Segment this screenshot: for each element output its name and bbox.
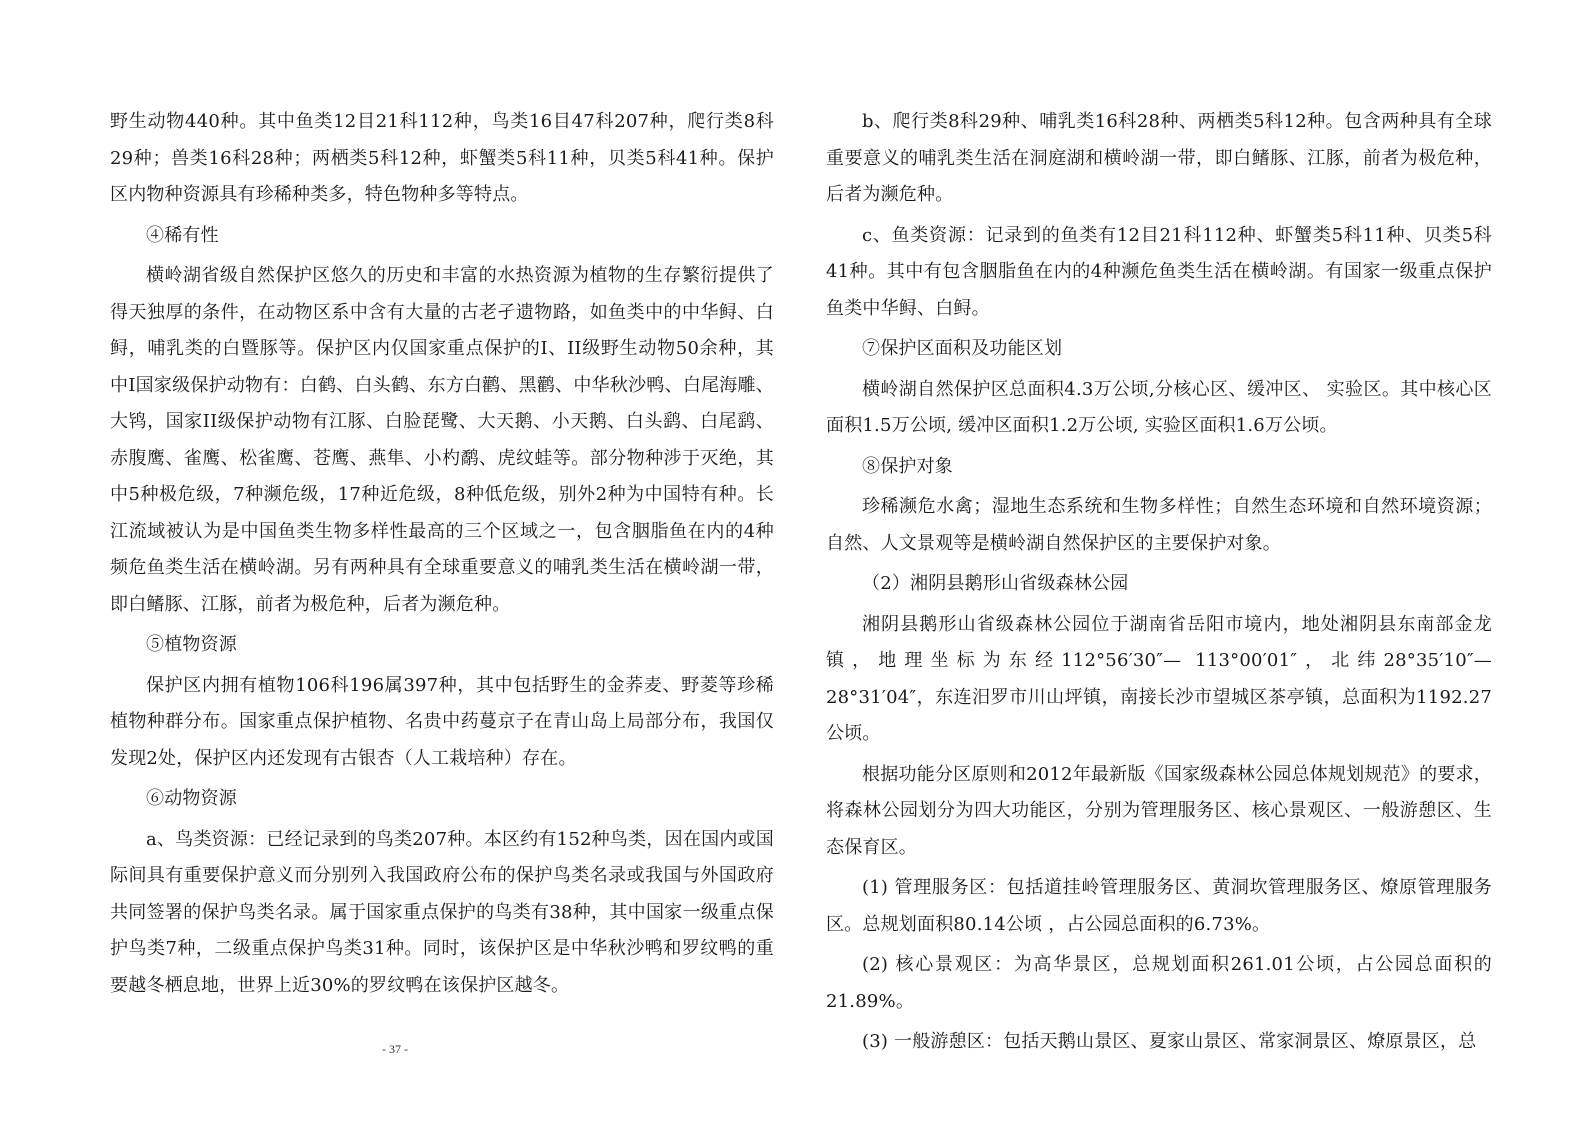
paragraph-fish-resources: c、鱼类资源：记录到的鱼类有12目21科112种、虾蟹类5科11种、贝类5科41种。其中有包含胭脂鱼在内的4种濒危鱼类生活在横岭湖。有国家一级重点保护鱼类中华鲟、白鲟。: [826, 224, 1492, 319]
heading-plant-resources: ⑤植物资源: [146, 634, 237, 655]
paragraph-wildlife-summary: 野生动物440种。其中鱼类12目21科112种，鸟类16目47科207种，爬行类8科29种；兽类16科28种；两栖类5科12种，虾蟹类5科11种，贝类5科41种。保护区内物种资源具有珍稀种类多，特色物种多等特点。: [110, 111, 774, 205]
paragraph-reptiles-mammals: b、爬行类8科29种、哺乳类16科28种、两栖类5科12种。包含两种具有全球重要意义的哺乳类生活在洞庭湖和横岭湖一带，即白鳍豚、江豚，前者为极危种，后者为濒危种。: [826, 111, 1492, 205]
left-column: [110, 104, 774, 1008]
paragraph-bird-resources: a、鸟类资源：已经记录到的鸟类207种。本区约有152种鸟类，因在国内或国际间具有重要保护意义而分别列入我国政府公布的保护鸟类名录或我国与外国政府共同签署的保护鸟类名录。属于国家重点保护的鸟类有38种，其中国家一级重点保护鸟类7种，二级重点保护鸟类31种。同时，该保护区是中华秋沙鸭和罗纹鸭的重要越冬栖息地，世界上近30%的罗纹鸭在该保护区越冬。: [110, 828, 774, 996]
right-column: [826, 104, 1492, 1065]
paragraph-forest-park-location: 湘阴县鹅形山省级森林公园位于湖南省岳阳市境内，地处湘阴县东南部金龙镇，地理坐标为东经112°56′30″— 113°00′01″，北纬28°35′10″— 28°31′04″，东连汨罗市川山坪镇，南接长沙市望城区茶亭镇，总面积为1192.27公顷。: [826, 613, 1492, 744]
paragraph-plant-resources: 保护区内拥有植物106科196属397种，其中包括野生的金荞麦、野菱等珍稀植物种群分布。国家重点保护植物、名贵中药蔓京子在青山岛上局部分布，我国仅发现2处，保护区内还发现有古银杏（人工栽培种）存在。: [110, 674, 774, 769]
heading-rarity: ④稀有性: [146, 224, 219, 246]
paragraph-area-zoning: 横岭湖自然保护区总面积4.3万公顷,分核心区、缓冲区、 实验区。其中核心区面积1.5万公顷, 缓冲区面积1.2万公顷, 实验区面积1.6万公顷。: [826, 378, 1492, 436]
page-number: - 37 -: [382, 1042, 408, 1056]
paragraph-management-service-zone: (1) 管理服务区：包括道挂岭管理服务区、黄洞坎管理服务区、燎原管理服务区。总规划面积80.14公顷 ，占公园总面积的6.73%。: [826, 877, 1492, 935]
paragraph-protection-targets: 珍稀濒危水禽；湿地生态系统和生物多样性；自然生态环境和自然环境资源；自然、人文景观等是横岭湖自然保护区的主要保护对象。: [826, 496, 1492, 554]
heading-forest-park: （2）湘阴县鹅形山省级森林公园: [862, 573, 1129, 594]
paragraph-general-recreation-zone: (3) 一般游憩区：包括天鹅山景区、夏家山景区、常家洞景区、燎原景区，总: [862, 1031, 1477, 1052]
paragraph-rarity: 横岭湖省级自然保护区悠久的历史和丰富的水热资源为植物的生存繁衍提供了得天独厚的条件，在动物区系中含有大量的古老孑遗物路，如鱼类中的中华鲟、白鲟，哺乳类的白暨豚等。保护区内仅国家重点保护的I、II级野生动物50余种，其中I国家级保护动物有：白鹤、白头鹤、东方白鹳、黑鹳、中华秋沙鸭、白尾海雕、大鸨，国家II级保护动物有江豚、白脸琵鹭、大天鹅、小天鹅、白头鹞、白尾鹞、赤腹鹰、雀鹰、松雀鹰、苍鹰、燕隼、小杓鹬、虎纹蛙等。部分物种涉于灭绝，其中5种极危级，7种濒危级，17种近危级，8种低危级，别外2种为中国特有种。长江流域被认为是中国鱼类生物多样性最高的三个区域之一，包含胭脂鱼在内的4种频危鱼类生活在横岭湖。另有两种具有全球重要意义的哺乳类生活在横岭湖一带，即白鳍豚、江豚，前者为极危种，后者为濒危种。: [110, 265, 774, 615]
heading-animal-resources: ⑥动物资源: [146, 788, 237, 809]
paragraph-functional-zoning: 根据功能分区原则和2012年最新版《国家级森林公园总体规划规范》的要求，将森林公园划分为四大功能区，分别为管理服务区、核心景观区、一般游憩区、生态保育区。: [826, 763, 1492, 858]
paragraph-core-landscape-zone: (2) 核心景观区：为高华景区，总规划面积261.01公顷，占公园总面积的21.89%。: [826, 954, 1492, 1012]
heading-area-zoning: ⑦保护区面积及功能区划: [862, 338, 1063, 359]
heading-protection-targets: ⑧保护对象: [862, 455, 953, 477]
